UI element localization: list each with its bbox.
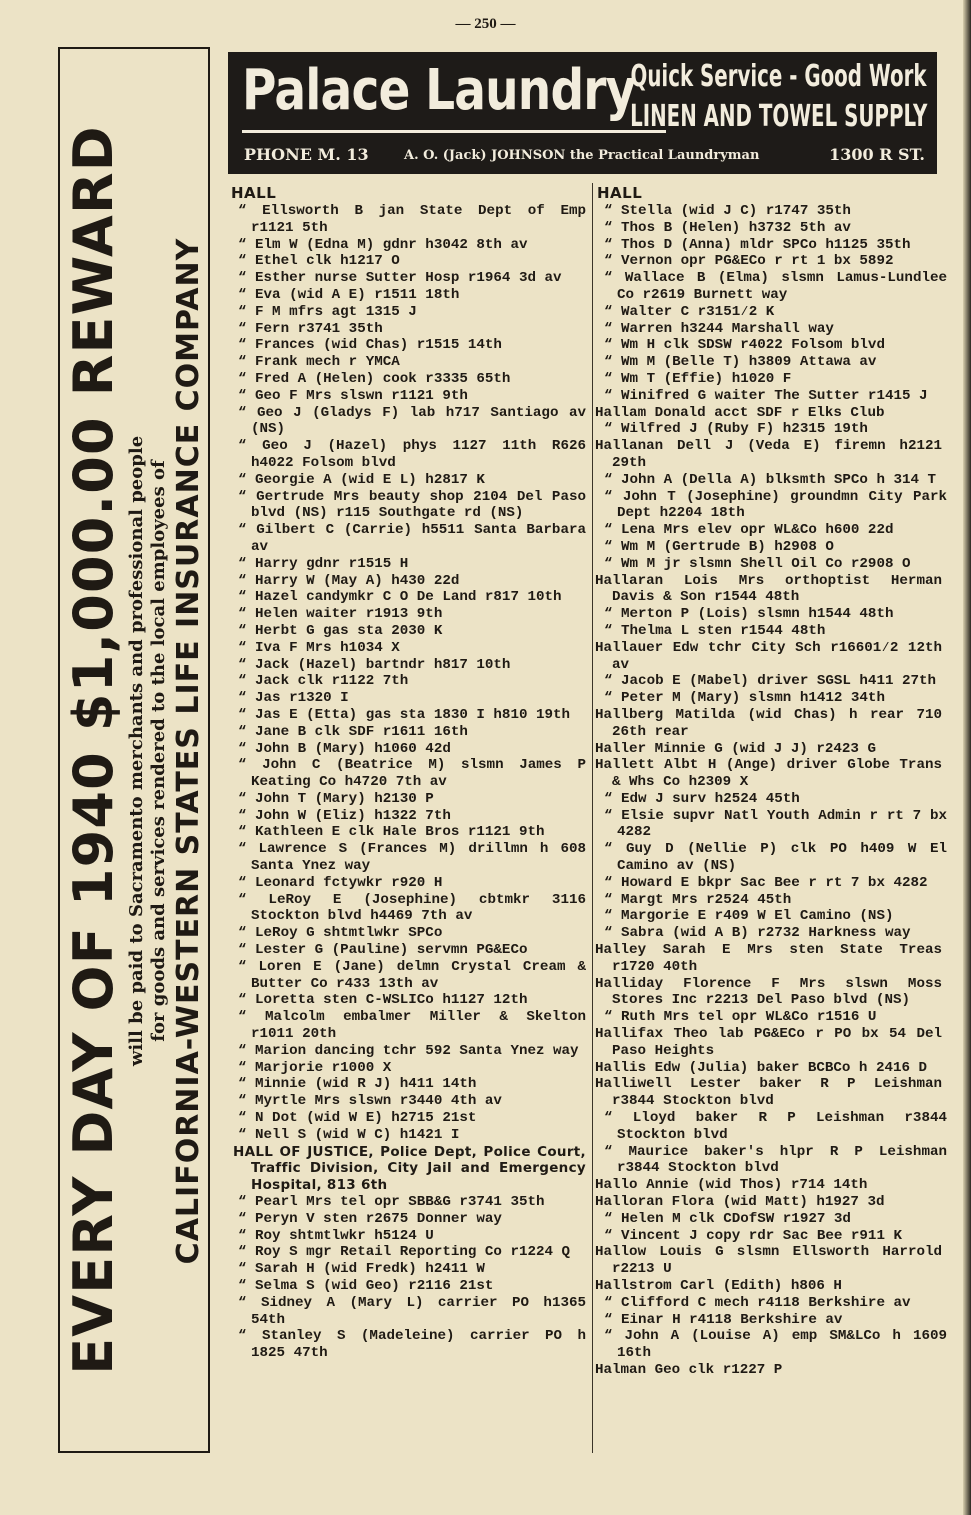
right-listing-column — [592, 183, 949, 1453]
directory-entry: “ Stella (wid J C) r1747 35th — [604, 203, 851, 219]
name-underline — [242, 130, 666, 133]
directory-surname-entry: Halliday Florence F Mrs slswn Moss Stores Inc r2213 Del Paso blvd (NS) — [595, 975, 942, 1009]
directory-entry: “ Wm T (Effie) h1020 F — [604, 370, 792, 387]
directory-entry: “ Stanley S (Madeleine) carrier PO h 1825 47th — [238, 1328, 586, 1362]
directory-entry: “ Roy shtmtlwkr h5124 U — [238, 1227, 434, 1244]
directory-entry: “ Marion dancing tchr 592 Santa Ynez way — [238, 1042, 579, 1059]
directory-entry: “ Warren h3244 Marshall way — [604, 320, 834, 337]
directory-surname-entry: Hallo Annie (wid Thos) r714 14th — [595, 1177, 868, 1194]
directory-entry: “ John A (Louise A) emp SM&LCo h 1609 16th — [604, 1328, 947, 1362]
directory-entry: “ Maurice baker's hlpr R P Leishman r3844 Stockton blvd — [604, 1143, 947, 1177]
directory-entry: “ Edw J surv h2524 45th — [604, 790, 800, 807]
ad-text-line-2: for goods and services rendered to the local employees of — [148, 460, 169, 1042]
directory-entry: “ Guy D (Nellie P) clk PO h409 W El Camino av (NS) — [604, 841, 947, 875]
directory-entry: “ Roy S mgr Retail Reporting Co r1224 Q — [238, 1244, 571, 1261]
directory-surname-entry: Hallauer Edw tchr City Sch r16601⁄2 12th av — [595, 639, 942, 673]
directory-entry: “ Thos B (Helen) h3732 5th av — [604, 219, 851, 236]
directory-entry: “ Winifred G waiter The Sutter r1415 J — [604, 387, 928, 404]
directory-entry: “ Jane B clk SDF r1611 16th — [238, 723, 468, 740]
directory-entry: “ Wilfred J (Ruby F) h2315 19th — [604, 421, 868, 438]
ad-text-line-1: will be paid to Sacramento merchants and professional people — [126, 435, 147, 1067]
tagline-supply: LINEN AND TOWEL SUPPLY — [629, 99, 927, 134]
directory-entry: “ Jas E (Etta) gas sta 1830 I h810 19th — [238, 706, 571, 723]
directory-entry: “ Ethel clk h1217 O — [238, 253, 400, 270]
directory-surname-entry: Hallanan Dell J (Veda E) firemn h2121 29th — [595, 438, 942, 471]
directory-entry: “ Wm H clk SDSW r4022 Folsom blvd — [604, 337, 885, 354]
directory-entry: “ Iva F Mrs h1034 X — [238, 639, 400, 656]
directory-entry: “ Thelma L sten r1544 48th — [604, 622, 826, 639]
directory-entry: “ Vincent J copy rdr Sac Bee r911 K — [604, 1227, 902, 1244]
directory-surname-entry: Halman Geo clk r1227 P — [595, 1361, 783, 1378]
directory-entry: “ Kathleen E clk Hale Bros r1121 9th — [238, 824, 545, 841]
directory-surname-entry: Hallaran Lois Mrs orthoptist Herman Davis & Son r1544 48th — [595, 572, 942, 606]
directory-entry: “ Loren E (Jane) delmn Crystal Cream & Butter Co r433 13th av — [238, 958, 586, 992]
directory-entry: “ Jack clk r1122 7th — [238, 673, 409, 690]
left-listing-column — [229, 183, 586, 1362]
directory-entry: “ Einar H r4118 Berkshire av — [604, 1311, 843, 1328]
directory-entry: “ John T (Josephine) groundmn City Park Dept h2204 18th — [604, 488, 947, 522]
directory-entry: “ Pearl Mrs tel opr SBB&G r3741 35th — [238, 1194, 545, 1211]
directory-entry: “ Gertrude Mrs beauty shop 2104 Del Paso blvd (NS) r115 Southgate rd (NS) — [238, 488, 586, 522]
page-number: — 250 — — [455, 16, 516, 32]
directory-entry: “ Jack (Hazel) bartndr h817 10th — [238, 656, 511, 673]
reward-advertisement — [58, 47, 210, 1453]
directory-entry: “ Vernon opr PG&ECo r rt 1 bx 5892 — [604, 253, 894, 270]
directory-entry: “ Thos D (Anna) mldr SPCo h1125 35th — [604, 236, 911, 253]
directory-entry: “ Fred A (Helen) cook r3335 65th — [238, 370, 511, 387]
phone-number: PHONE M. 13 — [244, 145, 369, 164]
directory-entry: “ Herbt G gas sta 2030 K — [238, 622, 443, 639]
ad-headline: EVERY DAY OF 1940 $1,000.00 REWARD — [62, 125, 125, 1375]
rotated-ad-content — [60, 49, 208, 1451]
directory-entry: “ Lawrence S (Frances M) drillmn h 608 Santa Ynez way — [238, 841, 586, 875]
directory-entry: “ Margorie E r409 W El Camino (NS) — [604, 908, 894, 925]
right-entries — [595, 203, 949, 1379]
directory-entry: “ Leonard fctywkr r920 H — [238, 874, 443, 891]
directory-entry: “ Jas r1320 I — [238, 690, 349, 707]
directory-entry: “ Peryn V sten r2675 Donner way — [238, 1210, 502, 1227]
laundry-banner-ad — [228, 52, 937, 174]
directory-surname-entry: Hallifax Theo lab PG&ECo r PO bx 54 Del Paso Heights — [595, 1026, 942, 1059]
directory-entry: “ Wallace B (Elma) slsmn Lamus-Lundlee Co r2619 Burnett way — [604, 270, 947, 303]
directory-entry: “ Ruth Mrs tel opr WL&Co r1516 U — [604, 1009, 877, 1026]
directory-surname-entry: Halloran Flora (wid Matt) h1927 3d — [595, 1194, 885, 1211]
directory-entry: “ Ellsworth B jan State Dept of Emp r1121 5th — [238, 203, 586, 236]
directory-entry: “ Sabra (wid A B) r2732 Harkness way — [604, 925, 911, 942]
directory-surname-entry: Hallow Louis G slsmn Ellsworth Harrold r2213 U — [595, 1244, 942, 1278]
directory-entry: “ LeRoy E (Josephine) cbtmkr 3116 Stockton blvd h4469 7th av — [238, 891, 586, 925]
directory-surname-entry: Haller Minnie G (wid J J) r2423 G — [595, 740, 876, 757]
directory-entry: “ N Dot (wid W E) h2715 21st — [238, 1110, 477, 1127]
directory-entry: “ LeRoy G shtmtlwkr SPCo — [238, 925, 443, 942]
directory-entry: “ John B (Mary) h1060 42d — [238, 740, 451, 757]
directory-surname-entry: Hallis Edw (Julia) baker BCBCo h 2416 D — [595, 1059, 928, 1076]
directory-entry: “ F M mfrs agt 1315 J — [238, 303, 417, 320]
directory-surname-entry: Halley Sarah E Mrs sten State Treas r1720 40th — [595, 942, 942, 975]
directory-entry: “ Fern r3741 35th — [238, 320, 383, 337]
directory-entry: “ Malcolm embalmer Miller & Skelton r1011 20th — [238, 1009, 586, 1043]
directory-entry: “ Lena Mrs elev opr WL&Co h600 22d — [604, 522, 894, 539]
owner-name: A. O. (Jack) JOHNSON the Practical Laundryman — [404, 148, 760, 163]
directory-entry: “ Frances (wid Chas) r1515 14th — [238, 337, 502, 354]
directory-entry: “ Sidney A (Mary L) carrier PO h1365 54th — [238, 1294, 586, 1328]
directory-entry: “ Helen M clk CDofSW r1927 3d — [604, 1210, 851, 1227]
directory-entry: “ Myrtle Mrs slswn r3440 4th av — [238, 1093, 502, 1110]
page-edge — [963, 0, 971, 1515]
directory-entry: “ Jacob E (Mabel) driver SGSL h411 27th — [604, 673, 937, 690]
directory-entry: “ Frank mech r YMCA — [238, 354, 400, 371]
directory-surname-entry: Hallam Donald acct SDF r Elks Club — [595, 404, 885, 421]
directory-entry: “ John A (Della A) blksmth SPCo h 314 T — [604, 471, 937, 488]
left-entries-continued — [229, 1194, 586, 1362]
business-address: 1300 R ST. — [829, 145, 925, 164]
directory-entry: “ Walter C r3151⁄2 K — [604, 303, 775, 320]
directory-entry: “ Lloyd baker R P Leishman r3844 Stockton blvd — [604, 1110, 947, 1143]
directory-entry: “ Elm W (Edna M) gdnr h3042 8th av — [238, 236, 528, 253]
directory-entry: “ Elsie supvr Natl Youth Admin r rt 7 bx 4282 — [604, 807, 947, 841]
hall-of-justice-entry: HALL OF JUSTICE, Police Dept, Police Court, Traffic Division, City Jail and Emergency Hospital, 813 6th — [233, 1143, 586, 1194]
directory-surname-entry: Hallett Albt H (Ange) driver Globe Trans & Whs Co h2309 X — [595, 757, 942, 791]
directory-entry: “ Geo F Mrs slswn r1121 9th — [238, 387, 468, 404]
directory-entry: “ Geo J (Gladys F) lab h717 Santiago av (NS) — [238, 404, 586, 438]
business-name: Palace Laundry — [242, 58, 636, 123]
directory-entry: “ Sarah H (wid Fredk) h2411 W — [238, 1261, 485, 1278]
directory-entry: “ Hazel candymkr C O De Land r817 10th — [238, 589, 562, 606]
directory-entry: “ Harry W (May A) h430 22d — [238, 572, 460, 589]
directory-entry: “ Wm M (Belle T) h3809 Attawa av — [604, 354, 877, 371]
tagline-service: Quick Service - Good Work — [630, 59, 927, 94]
directory-entry: “ Esther nurse Sutter Hosp r1964 3d av — [238, 270, 562, 287]
directory-entry: “ Harry gdnr r1515 H — [238, 555, 409, 572]
directory-entry: “ John W (Eliz) h1322 7th — [238, 807, 451, 824]
directory-entry: “ Merton P (Lois) slsmn h1544 48th — [604, 606, 894, 623]
directory-entry: “ Peter M (Mary) slsmn h1412 34th — [604, 690, 885, 707]
directory-entry: “ Margt Mrs r2524 45th — [604, 891, 792, 908]
column-heading: HALL — [231, 184, 277, 202]
column-heading: HALL — [597, 184, 643, 202]
directory-surname-entry: Halliwell Lester baker R P Leishman r3844 Stockton blvd — [595, 1076, 942, 1110]
directory-entry: “ Wm M jr slsmn Shell Oil Co r2908 O — [604, 555, 911, 572]
directory-entry: “ Selma S (wid Geo) r2116 21st — [238, 1278, 494, 1294]
directory-entry: “ John T (Mary) h2130 P — [238, 790, 434, 807]
directory-surname-entry: Hallstrom Carl (Edith) h806 H — [595, 1278, 842, 1294]
ad-company-name: CALIFORNIA-WESTERN STATES LIFE INSURANCE COMPANY — [171, 237, 206, 1265]
directory-entry: “ Minnie (wid R J) h411 14th — [238, 1076, 477, 1093]
directory-entry: “ Georgie A (wid E L) h2817 K — [238, 471, 485, 488]
directory-entry: “ Geo J (Hazel) phys 1127 11th R626 h4022 Folsom blvd — [238, 438, 586, 471]
directory-entry: “ Clifford C mech r4118 Berkshire av — [604, 1294, 911, 1311]
directory-entry: “ Loretta sten C-WSLICo h1127 12th — [238, 992, 528, 1009]
directory-entry: “ John C (Beatrice M) slsmn James P Keating Co h4720 7th av — [238, 757, 586, 791]
directory-entry: “ Helen waiter r1913 9th — [238, 606, 443, 623]
directory-entry: “ Marjorie r1000 X — [238, 1059, 392, 1076]
directory-entry: “ Lester G (Pauline) servmn PG&ECo — [238, 942, 528, 959]
directory-entry: “ Wm M (Gertrude B) h2908 O — [604, 538, 834, 555]
directory-entry: “ Nell S (wid W C) h1421 I — [238, 1126, 460, 1143]
directory-surname-entry: Hallberg Matilda (wid Chas) h rear 710 26th rear — [595, 706, 942, 740]
directory-entry: “ Howard E bkpr Sac Bee r rt 7 bx 4282 — [604, 874, 928, 891]
directory-entry: “ Eva (wid A E) r1511 18th — [238, 286, 460, 303]
left-entries — [229, 203, 586, 1144]
directory-entry: “ Gilbert C (Carrie) h5511 Santa Barbara av — [238, 522, 586, 555]
